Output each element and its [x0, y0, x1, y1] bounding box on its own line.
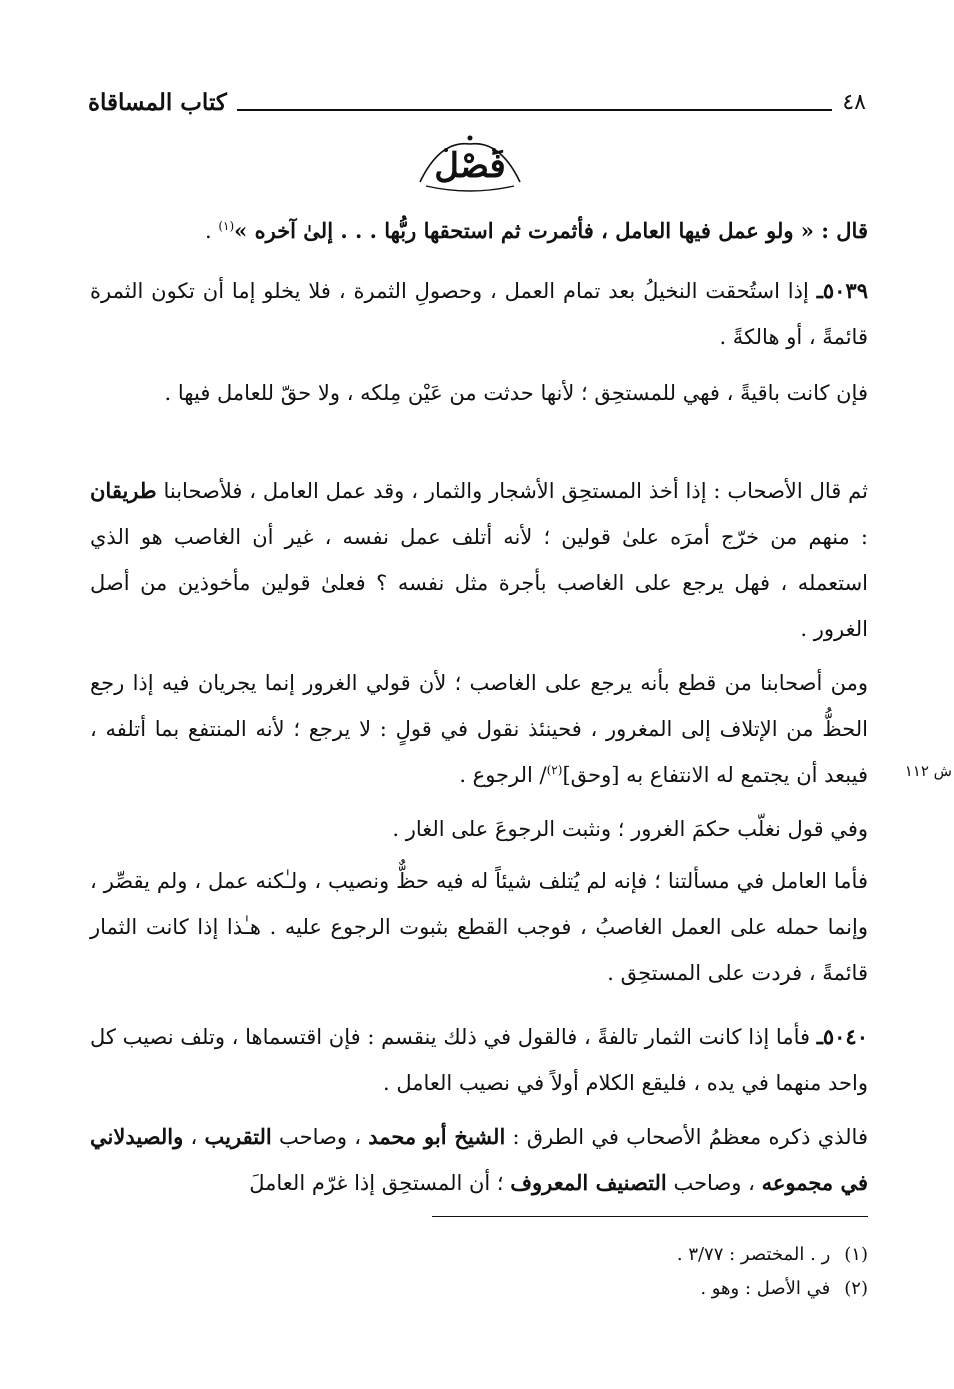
bold-term: التصنيف المعروف — [510, 1170, 667, 1195]
page-number: ٤٨ — [842, 89, 866, 115]
bold-term: والصيدلاني في مجموعه — [90, 1124, 868, 1195]
quote-line — [90, 208, 868, 254]
footnote-rule — [432, 1216, 868, 1217]
paragraph — [90, 858, 868, 996]
paragraph-text: ومن أصحابنا من قطع بأنه يرجع على الغاصب ؛ لأن قولي الغرور إنما يجريان فيه إذا رجع الحظُّ من الإتلاف إلى المغرور ، فحينئذ نقول في قولٍ : لا يرجع ؛ لأنه المنتفع بما أتلفه ، فيبعد أن يجتمع له الانتفاع به [وحق] — [90, 671, 868, 787]
footnote-number: (١) — [844, 1244, 868, 1265]
section-number: ٥٠٤٠ـ — [816, 1024, 868, 1049]
bold-term: طريقان — [90, 478, 157, 503]
quote-text: قال : « ولو عمل فيها العامل ، فأثمرت ثم استحقها ربُّها . . . إلىٰ آخره » — [234, 218, 868, 243]
section-number: ٥٠٣٩ـ — [816, 278, 868, 303]
margin-folio-note: ش ١١٢ — [904, 762, 952, 780]
paragraph — [90, 806, 868, 852]
paragraph-text: : منهم من خرّج أمرَه علىٰ قولين ؛ لأنه أتلف عمل نفسه ، غير أن الغاصب هو الذي استعمله ، فهل يرجع على الغاصب بأجرة مثل نفسه ؟ فعلىٰ قولين مأخوذين من أصل الغرور . — [90, 525, 868, 641]
paragraph-text: / الرجوع . — [459, 763, 547, 787]
paragraph — [90, 1014, 868, 1106]
paragraph-text: فإن كانت باقيةً ، فهي للمستحِق ؛ لأنها حدثت من عَيْن مِلكه ، ولا حقّ للعامل فيها . — [164, 381, 868, 405]
footnote-text: في الأصل : وهو . — [700, 1278, 831, 1299]
paragraph — [90, 370, 868, 416]
paragraph-text: فأما العامل في مسألتنا ؛ فإنه لم يُتلف شيئاً له فيه حظٌّ ونصيب ، ولـٰكنه عمل ، ولم يقصِّر ، وإنما حمله على العمل الغاصبُ ، فوجب القطع بثبوت الرجوع عليه . هـٰذا إذا كانت الثمار قائمةً ، فردت على المستحِق . — [90, 869, 868, 985]
section-heading — [400, 130, 540, 202]
paragraph-text: ، وصاحب — [271, 1125, 369, 1149]
paragraph-text: فالذي ذكره معظمُ الأصحاب في الطرق : — [505, 1125, 868, 1149]
footnote-text: ر . المختصر : ٣/٧٧ . — [676, 1244, 831, 1265]
paragraph — [90, 660, 868, 798]
running-header — [88, 82, 866, 122]
paragraph-text: ، — [183, 1125, 205, 1149]
bold-term: الشيخ أبو محمد — [368, 1124, 506, 1149]
book-title: كتاب المساقاة — [88, 88, 227, 116]
paragraph-text: إذا استُحقت النخيلُ بعد تمام العمل ، وحصولِ الثمرة ، فلا يخلو إما أن تكون الثمرة قائمةً ، أو هالكةً . — [90, 279, 868, 349]
paragraph-text: ثم قال الأصحاب : إذا أخذ المستحِق الأشجار والثمار ، وقد عمل العامل ، فلأصحابنا — [156, 479, 868, 503]
footnote — [432, 1272, 868, 1306]
paragraph — [90, 1114, 868, 1206]
footnotes — [432, 1238, 868, 1306]
paragraph-text: وفي قول نغلّب حكمَ الغرور ؛ ونثبت الرجوعَ على الغار . — [392, 817, 868, 841]
paragraph-text: ؛ أن المستحِق إذا غرّم العاملَ — [249, 1171, 511, 1195]
paragraph-text: ، وصاحب — [666, 1171, 762, 1195]
paragraph — [90, 468, 868, 652]
footnote-marker: (٢) — [546, 763, 563, 777]
paragraph — [90, 268, 868, 360]
footnote — [432, 1238, 868, 1272]
bold-term: التقريب — [204, 1124, 272, 1149]
footnote-marker: (١) — [218, 219, 235, 233]
header-rule — [237, 109, 833, 111]
quote-end: . — [204, 219, 212, 243]
section-heading-text: فَصْل — [434, 146, 506, 186]
footnote-number: (٢) — [844, 1278, 868, 1299]
paragraph-text: فأما إذا كانت الثمار تالفةً ، فالقول في ذلك ينقسم : فإن اقتسماها ، وتلف نصيب كل واحد منهما في يده ، فليقع الكلام أولاً في نصيب العامل . — [90, 1025, 868, 1095]
